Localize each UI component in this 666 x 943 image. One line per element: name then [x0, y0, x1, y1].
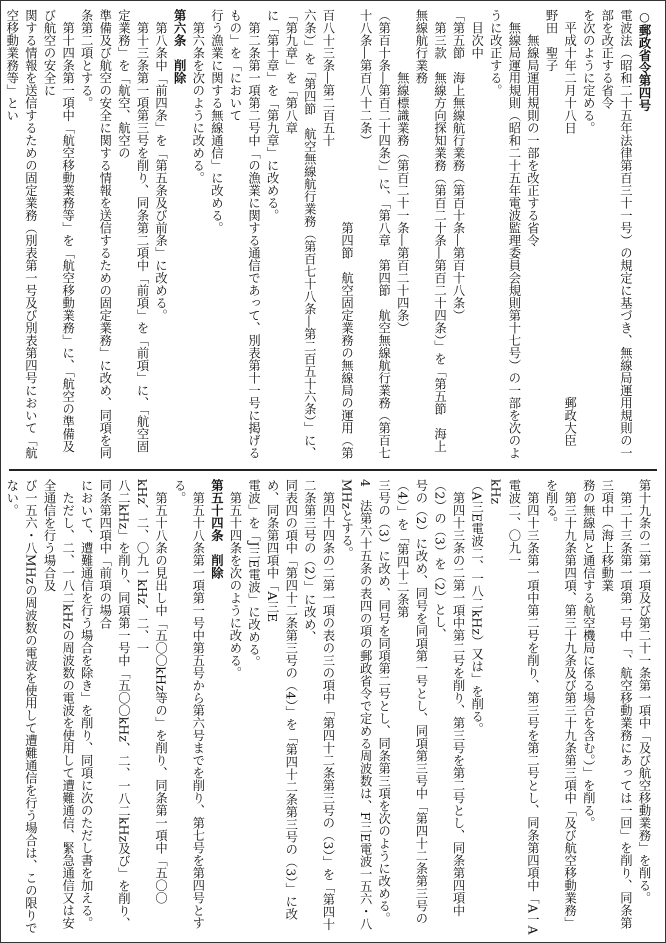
- text-line: 第三款 無線方向探知業務（第百二十条―第百二十四条）」を「第五節 海上無線航行業務: [413, 9, 447, 453]
- text-line: 電波法（昭和二十五年法律第百三十一号）の規定に基づき、無線局運用規則の一部を改正する省令: [599, 9, 633, 459]
- text-line: 第五十四条を次のように改める。: [227, 479, 242, 679]
- text-line: 第八条中「前四条」を「第五条及び前条」に改める。: [153, 9, 168, 322]
- text-line: ただし、二、一八二kHzの周波数の電波を使用して遭難通信、緊急通信又は安全通信を行う場合及: [42, 479, 75, 930]
- text-line: 三号の（3）に改め、同号を同項第二号とし、同条第三項を次のように改める。: [376, 479, 391, 925]
- text-line: 第五十八条第一項第一号中第五号から第六号までを削り、第七号を第四号とする。: [172, 479, 205, 929]
- text-line: 第十九条の二第一項及び第二十一条第一項中「及び航空移動業務」を削る。: [637, 479, 651, 904]
- text-line: に「第十章」を「第九章」に改める。: [265, 9, 280, 222]
- text-line: [0, 9, 2, 461]
- text-line: 「第五節 海上無線航行業務（第百十条―第百十八条）: [451, 9, 466, 322]
- bottom-column: [0, 479, 653, 935]
- text-line: （第百十条―第百二十四条）」に、「第八章 第四節 航空無線航行業務（第百七十八条―第百八十二条）: [358, 9, 391, 460]
- text-line: 関する情報を送信するための固定業務（別表第一号及び別表第四号において「航空移動業務等」とい: [4, 9, 38, 459]
- bottom-text-block: [4, 479, 653, 935]
- text-line: 目次中: [469, 9, 484, 59]
- text-line: び一五六・八MHzの周波数の電波を使用して遭難通信を行う場合は、この限りでない。: [4, 479, 38, 935]
- text-line: 第四十四条の二第一項の表の三の項中「第四十二条第三号の（3）」を「第四十二条第三号の（2）」に改め、: [302, 479, 335, 931]
- ordinance-title: ○郵政省令第四号: [637, 9, 652, 112]
- top-text-block: [4, 9, 653, 461]
- text-line: 第四節 航空固定業務の無線局の運用（第百八十三条―第二百五十: [320, 9, 354, 459]
- article-heading: 第五十四条 削除: [209, 479, 225, 579]
- text-line: 第四十三条の二第一項中第二号を削り、第三号を第二号とし、同条第四項中（2）の（3）を（2）とし、: [432, 479, 466, 917]
- text-line: 行う漁業に関する無線通信」に改める。: [209, 9, 224, 234]
- text-line: 準備及び航空の安全に関する情報を送信するための固定業務」に改め、同項を同条第二項とする。: [79, 9, 112, 459]
- text-line: 4 法第六十五条の表四の項の郵政省令で定める周波数は、F三E電波一五六・八MHzとする。: [339, 479, 373, 930]
- text-line: 無線標識業務（第百二十一条―第百二十四条）: [395, 9, 410, 334]
- text-line: において、遭難通信を行う場合を除き」を削り、同項に次のただし書を加える。: [79, 479, 94, 929]
- text-line: 八二kHz」を削り、同項第一号中「五〇〇kHz、二、一八二kHz及び」を削り、同条第四項中「前項の場合: [97, 479, 131, 930]
- text-line: を次のように定める。: [581, 9, 596, 134]
- text-line: 第五十八条の見出し中「五〇〇kHz等の」を削り、同条第一項中「五〇〇kHz、二、〇九一kHz、二、一: [134, 479, 168, 905]
- text-line: 第二条第一項第二号中「の漁業に関する通信であって、別表第十一号に掲げるもの」を「において: [227, 9, 261, 459]
- text-line: 無線局運用規則（昭和二十五年電波監理委員会規則第十七号）の一部を次のように改正する。: [488, 9, 521, 459]
- top-column: [0, 9, 653, 461]
- text-line: 第二十三条第一項第一号中「、航空移動業務にあっては一回」を削り、同条第三項中（海上移動業: [599, 479, 633, 929]
- text-line: kHz: [488, 479, 503, 505]
- text-line: 電波」を「J三E電波」に改める。: [246, 479, 261, 669]
- text-line: 第三十九条第四項、第三十九条及び第三十九条第三項中「及び航空移動業務」を削る。: [544, 479, 577, 929]
- article-heading: 第六条 削除: [172, 9, 188, 84]
- text-line: [0, 479, 2, 935]
- text-line: 号の（2）に改め、同号を同項第一号とし、同項第三号中「第四十二条第三号の（4）」を「第四十二条第: [395, 479, 428, 925]
- text-line: 第六条を次のように改める。: [190, 9, 205, 184]
- text-line: 第十四条第一項中「航空移動業務等」を「航空移動業務」に、「航空の準備及び航空の安全に: [42, 9, 75, 453]
- text-line: 無線局運用規則の一部を改正する省令: [525, 9, 540, 247]
- text-line: 六条）」を「第四節 航空無線航行業務（第百七十八条―第二百五十六条）」に、「第九章」を「第八章: [283, 9, 317, 460]
- text-line: 平成十年二月十八日 郵政大臣 野田 聖子: [544, 9, 577, 459]
- section-divider: [9, 469, 657, 471]
- text-line: （A三E電波二、一八二kHz）又は」を削る。: [469, 479, 484, 736]
- text-line: 務の無線局と通信する航空機局に係る場合を含む。）」を削る。: [581, 479, 596, 830]
- text-line: 同表四の項中「第四十二条第三号の（4）」を「第四十二条第三号の（3）」に改め、同条第四項中「A三E: [265, 479, 298, 921]
- text-line: 第十三条第一項第三号を削り、同条第二項中「前項」を「前項」に、「航空固定業務」を「航空、航空の: [116, 9, 149, 453]
- text-line: 第四十三条第一項中第二号を削り、第三号を第二号とし、同条第四項中「A一A電波二、〇九一: [506, 479, 540, 935]
